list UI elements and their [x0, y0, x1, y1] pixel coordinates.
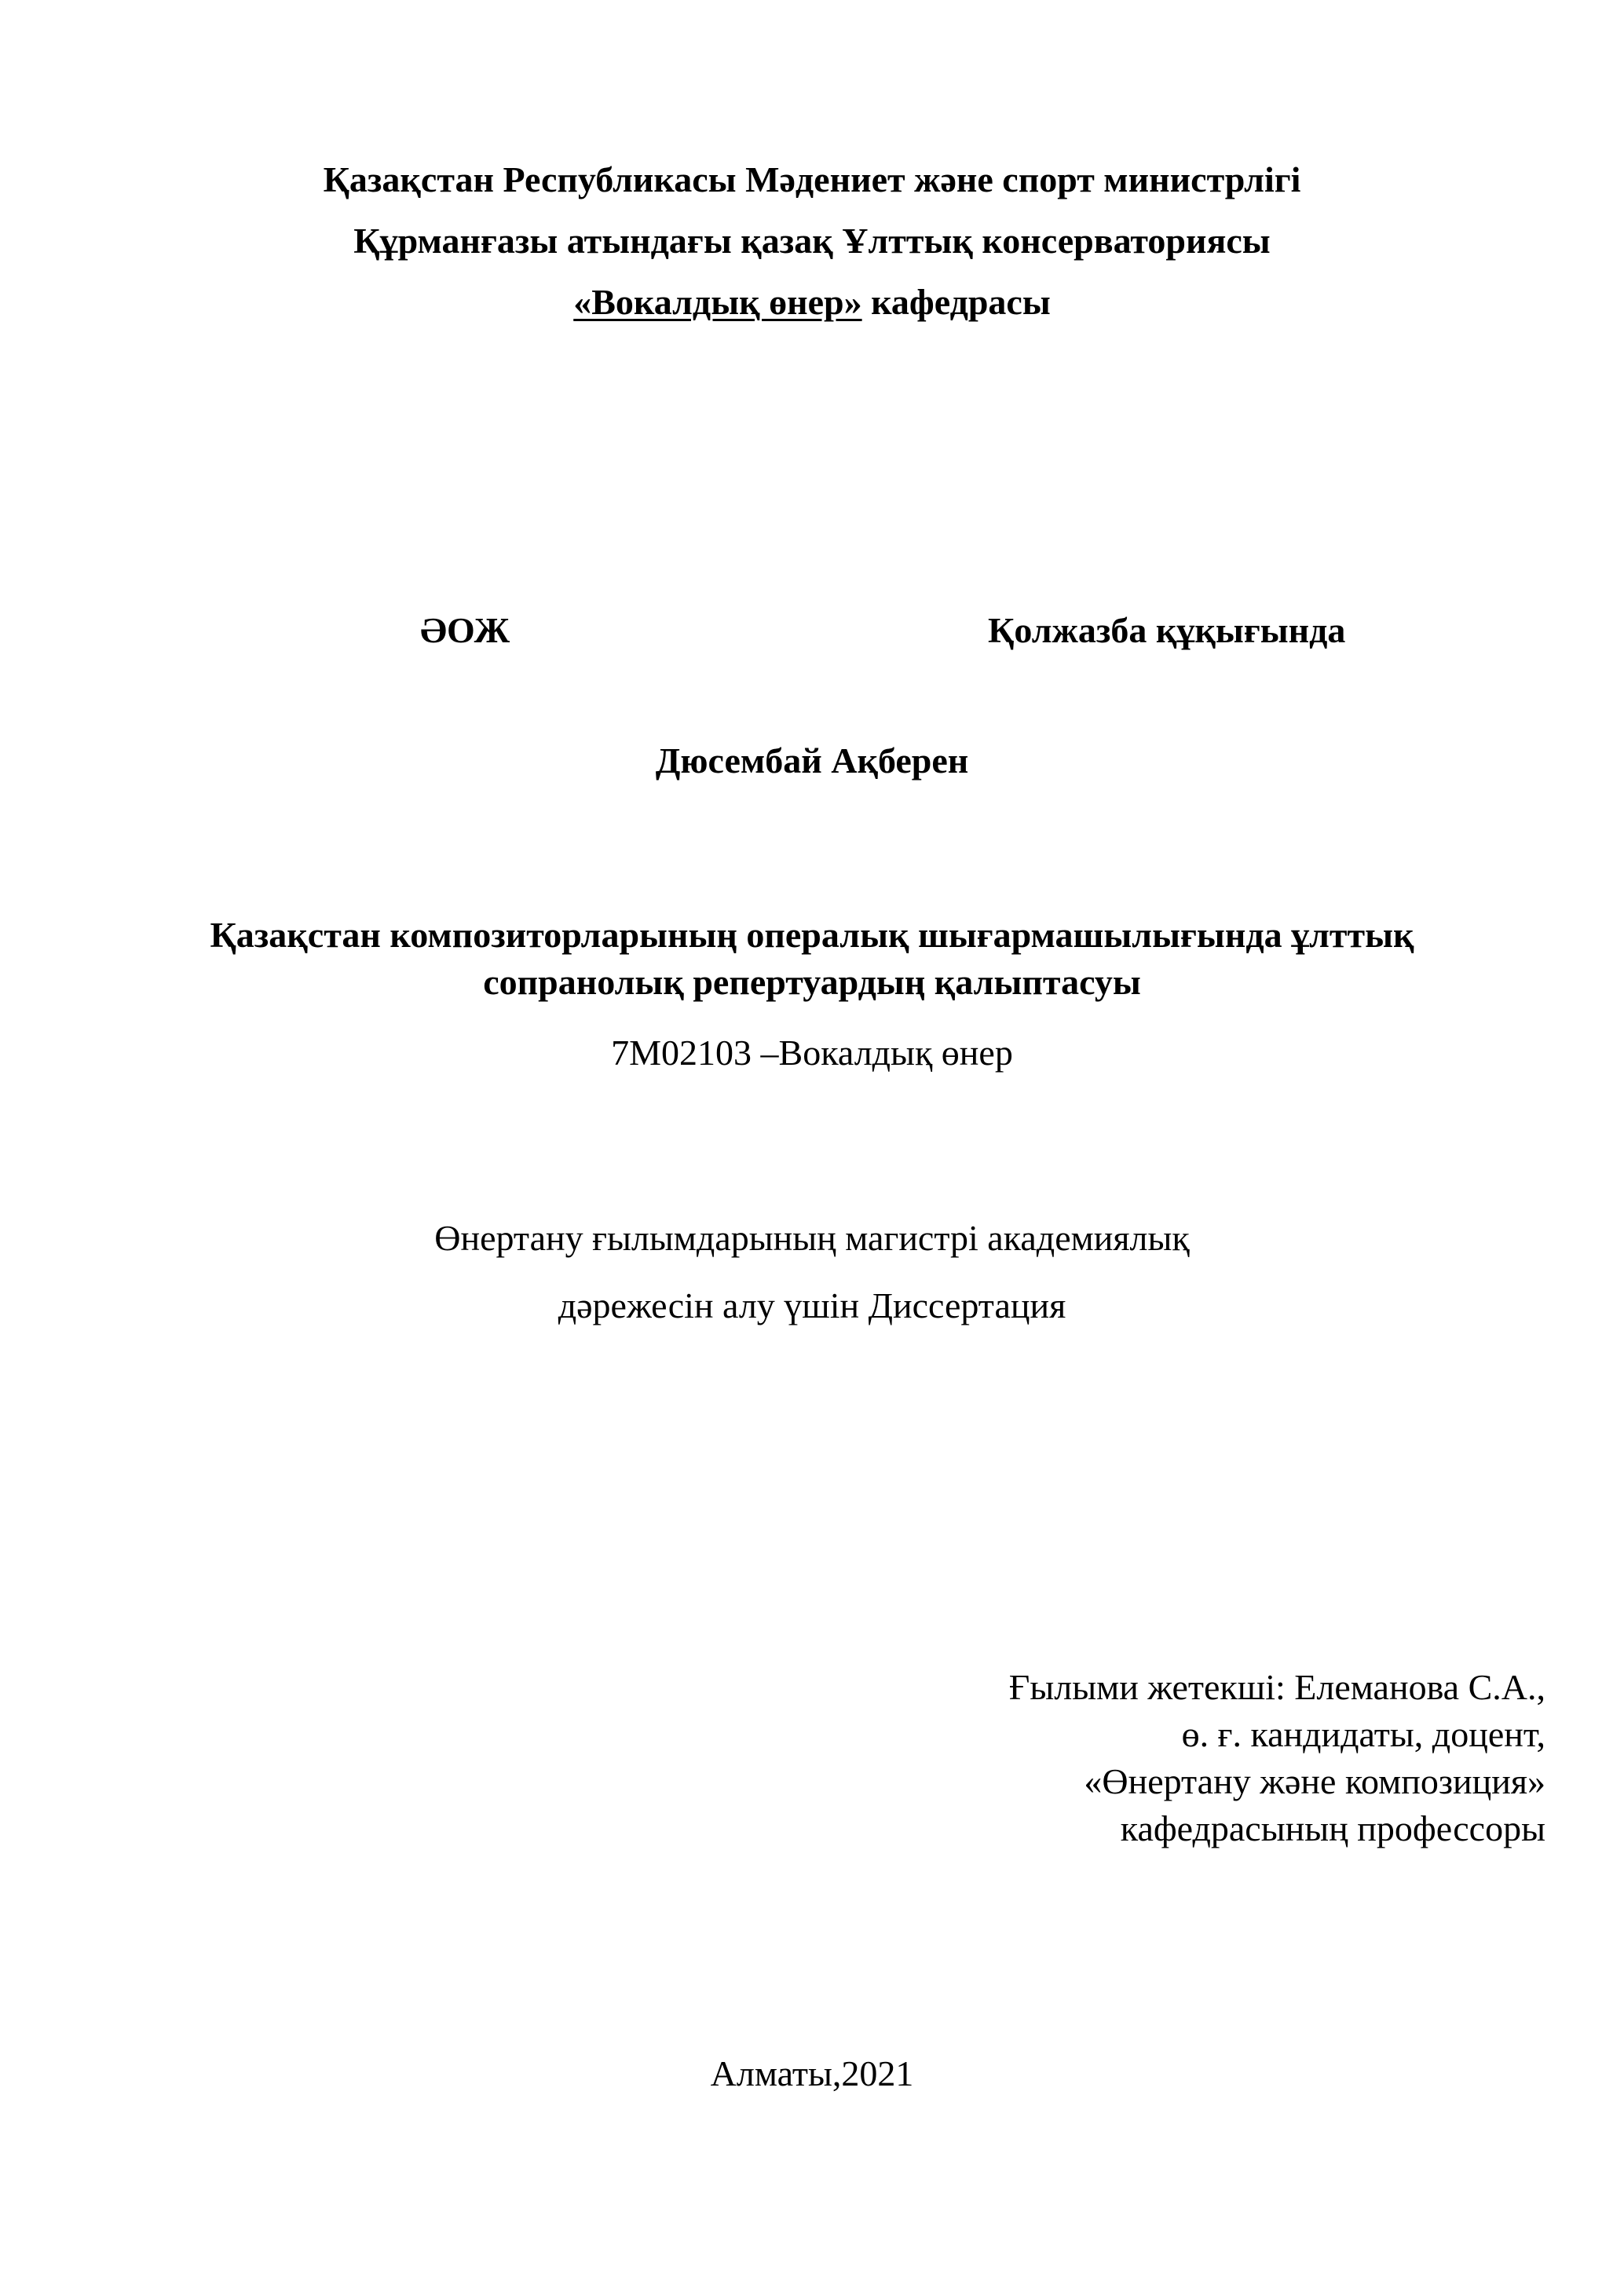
- degree-line1: Өнертану ғылымдарының магистрі академиялық: [434, 1218, 1190, 1258]
- supervisor-line1: Ғылыми жетекші: Елеманова С.А.,: [1008, 1667, 1545, 1707]
- supervisor-line2: ө. ғ. кандидаты, доцент,: [1181, 1714, 1545, 1754]
- supervisor-line3: «Өнертану және композиция»: [1084, 1761, 1545, 1801]
- author-name: Дюсембай Ақберен: [655, 740, 969, 781]
- department-suffix: кафедрасы: [861, 282, 1051, 322]
- thesis-title-line2: сопранолық репертуардың қалыптасуы: [483, 962, 1141, 1002]
- supervisor-line4: кафедрасының профессоры: [1120, 1808, 1545, 1848]
- department-name: «Вокалдық өнер»: [573, 282, 862, 322]
- thesis-title-line1: Қазақстан композиторларының опералық шығармашылығында ұлттық: [210, 915, 1414, 955]
- degree-line2: дәрежесін алу үшін Диссертация: [558, 1285, 1066, 1325]
- ministry-heading: Қазақстан Республикасы Мәдениет және спорт министрлігі: [323, 159, 1301, 199]
- manuscript-rights-label: Қолжазба құқығында: [988, 610, 1346, 650]
- specialty-code: 7М02103 –Вокалдық өнер: [611, 1033, 1013, 1073]
- udc-label: ӘОЖ: [420, 610, 510, 650]
- conservatory-heading: Құрманғазы атындағы қазақ Ұлттық консерваториясы: [353, 221, 1271, 261]
- department-heading: [0, 284, 1624, 320]
- city-year: Алматы,2021: [710, 2053, 914, 2093]
